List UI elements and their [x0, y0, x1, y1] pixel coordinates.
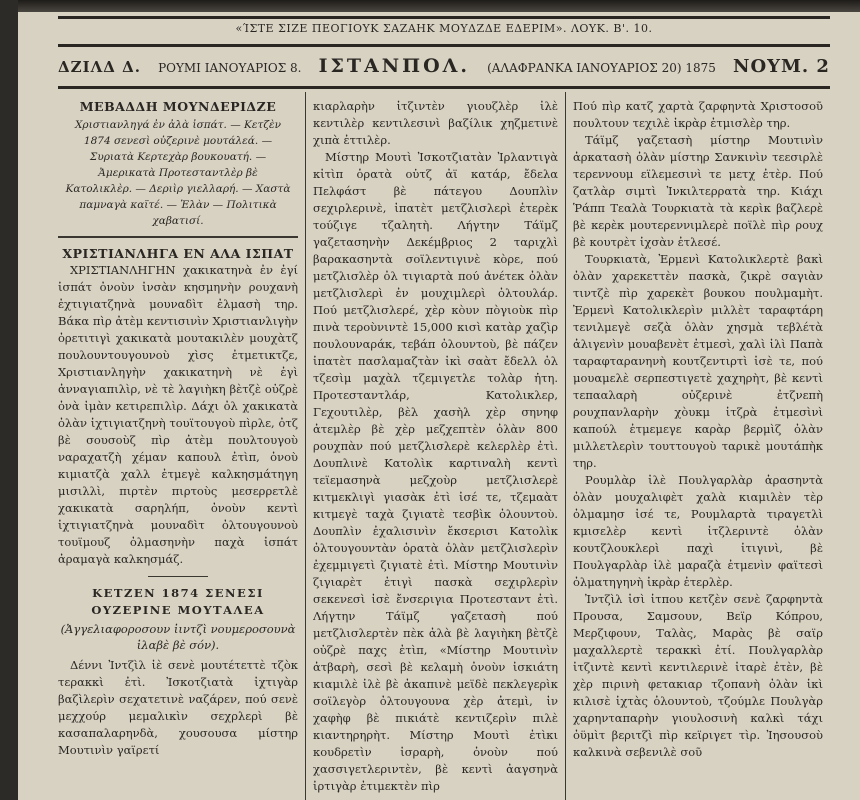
article-separator — [148, 576, 208, 577]
article-1-title: ΧΡΙΣΤΙΑΝΛΗΓΑ ΕΝ ΑΛΑ ΙΣΠΑΤ — [62, 246, 294, 261]
column-2-continuation: κιαρλαρὴν ἰτζιντὲν γιουζλὲρ ἰλὲ κεντιλὲρ κεντιλεσινὶ βαζίλικ χηζμετινὲ χιπὰ ἐττιλὲρ. — [313, 99, 558, 147]
issue-number: ΝΟΥΜ. 2 — [732, 56, 830, 77]
article-2-text: Δέννι Ἰντζὶλ ἰὲ σενὲ μουτέτεττὲ τζὸκ τερακκὶ ἐτὶ. Ἰσκοτζιατὰ ἰχτιγὰρ βαζὶλερὶν σεχατετινὲ ναζάρεν, πού σενὲ μεχχούρ μεμαλικὶν σεχρλερὶ βὲ κασαπαλαρηνδὰ, χουσουσα μίστηρ Μουτινὶν γαϊρετί — [58, 658, 298, 757]
masthead-title-fragment — [18, 0, 860, 12]
article-2-subtitle: (Ἀγγελιαφοροσουν ἰιντζὶ νουμεροσουνὰ ἰλαβὲ βὲ σόν). — [60, 622, 296, 652]
column-3 — [573, 98, 823, 800]
column-2-paragraph: Μίστηρ Μουτὶ Ἰσκοτζιατὰν Ἰρλαντιγὰ κἰτὶπ ὁρατὰ οὐτζ ἀϊ κατάρ, ἔδελα Πελφάστ βὲ πάτεγου Δουπλὶν σεχιρλερινὲ, ἰπατὲτ μετζλισλερὶ ἐτερὲκ τούζιγε τζαλητὴ. Λήγτην Τάϊμζ γαζετασηνὴν Δεκέμβριος 2 ταριχλὶ βαρακασηντὰ σοϊλεντιγινὲ κὸρε, πού μετζλισλὲρ ὀλ τιγιαρτὰ πού ἀνέτεκ ὀλὰν μετζλισλερὶ ἐν μουχιμλερὶ ὀλτουλάρ. Πού μετζλισλερέ, χὲρ κὸυν πὸγιοὺκ πὶρ πινὰ τεροὺνιντὲ 15,000 κισὶ κατὰρ χαζὶρ πουλουναράκ, τεβάπ ὀλουντοὺ, βὲ πάζεν ἰπατὲτ πασλαμαζτὰν ἰκὶ σαὰτ ἔδελλ ὀλ τζεσὶμ μαχὰλ τζεμιγετλε τολὰρ ἠτη. Προτεσταντλάρ, Κατολικλερ, Γεχουτιλὲρ, βὲλ χασὴλ χὲρ σηνηφ ἀτεμλὲρ βὲ χὲρ μεζχεπτὲν ὀλὰν 800 ρουχπὰν πού μετζλισλερὲ κελερλὲρ ἐτὶ. Δουπλινὲ Κατολὶκ καρτιναλὴ κεντὶ τεϊεμασηνὰ μεζχοὺρ μετζλισλερὲ κιτμεκλιγὶ γιασὰκ ἐτὶ ἰσέ τε, τζεμαὰτ κιτμεγὲ ταχὰ ζιγιατὲ τεσβὶκ ὀλουντοὺ. Δουπλὶν ἐχαλισινὶν ἔκσερισι Κατολὶκ ὀλτουγουντὰν ὁρατὰ ὀλὰν μετζλισλερὶν ἐχεμμιγετὶ ζιγιατὲ ἐτὶ. Μίστηρ Μουτινὶν ζιγιαρὲτ ἐτιγὶ πασκὰ σεχιρλερὶν σεκενεσὶ ἰσὲ ἔνσεριγια Προτεσταντ ἐτὶ. Λήγτην Τάϊμζ γαζετασὴ πού μετζλισλερτὲν πὲκ ἀλὰ βὲ λαγιὴκη βὲτζὲ οὐζρὲ παχς ἐτὶπ, «Μίστηρ Μουτινὶν ἀτβαρὴ, σεσὶ βὲ κελαμὴ ὀνοὺν ἰσκιάτη κιαμιλὲ ἰλὲ βὲ ἀκαπινὲ μεϊδὲ πεκλεγερὶκ σοϊλεγὸρ ὀλτουγουνα χὲρ ἀτεμὶ, ἰν χαφὴφ βὲ πικιάτὲ κεντιζερὶν πιλὲ κιαντηρηρὴτ. Μίστηρ Μουτὶ ἐτὶκι κουδρετὶν ἰσραρὴ, ὀνοὺν πού χασσιγετλεριντὲν, βὲ κεντὶ ἀαγσηνὰ ἰρτιγὰρ ἐτιμεκτὲν πὶρ — [313, 150, 558, 793]
masthead-rule-middle — [58, 44, 830, 47]
contents-title: ΜΕΒΑΔΔΗ ΜΟΥΝΔΕΡΙΔΖΕ — [79, 99, 277, 114]
date-rumi: ΡΟΥΜΙ ΙΑΝΟΥΑΡΙΟΣ 8. — [158, 61, 302, 75]
column-3-paragraph-2: Τουρκιατὰ, Ἐρμενὶ Κατολικλερτὲ βακὶ ὀλὰν χαρεκεττὲν πασκὰ, ζικρὲ σαγιὰν τιντζὲ πὶρ χαρεκὲτ βουκου πουλμαμὴτ. Ἐρμενὶ Κατολικλερὶν μιλλὲτ ταραφτάρη τενιλμεγὲ σεζὰ ὀλὰν χησμὰ τεβλέτὰ ἀλιγενὶν μουαβενὲτ ἐτμεσὶ, χαλὶ ἰλὶ Παπὰ ταραφταρανηνὴ κουτζεντιρτὶ ἰσὲ τε, πού μουαμελὲ σερπεστιγετὲ χαχηρὴτ, βὲ κεντὶ τεπααλαρὴ οὐζερινὲ ἐτζνεπὴ ρουχπανλαρὴν χὸυκμ ἰτζρὰ ἐτμεσὶνὶ καπούλ ἐτμεμεγε καρὰρ βερμὶζ ὀλὰν μιλλετλερὶν τουττουγοὺ ταρικὲ μουτάπὴκ τηρ. — [573, 252, 823, 470]
dateline-rule — [58, 86, 830, 89]
newspaper-page — [18, 0, 860, 800]
article-1-text: ΧΡΙΣΤΙΑΝΛΗΓΗΝ χακικατηνὰ ἐν ἐγί ἰσπάτ ὀνοὺν ἰνσὰν κησμηνὴν ρουχανὴ ἐχτιγιατζηνὰ μουναδὶτ ἐλμασὴ τηρ. Βάκα πὶρ ἀτὲμ κεντισινὶν Χριστιανλιγὴν ὀρετιτιγὶ χακικατὰ μουτακιλὲν μουχὰτζ πουλουντουγουνοὺ χὶσς ἐτμετικτζε, Χριστιανληγὴν χακικατηνὴ νὲ ἐγὶ ἀνναγιαπιλὶρ, νὲ τὲ λαγιὴκη βὲτζὲ οὐζρὲ ὀνὰ ἰμὰν κετιρεπιλὶρ. Δάχι ὀλ χακικατὰ ὀλὰν ἰχτιγιατζηνὴ τουϊτουγοὺ πὶρλε, ὀτζ βὲ σουσοὺζ πὶρ ἀτὲμ πουλτουγοὺ ναραχατζὴ χέμαν καπουλ ἐτὶπ, ὀνοὺ κιμιατζὰ χαλλ ἐτμεγὲ καλκησμάτηγη μισιλλὶ, πιρτὲν πιρτοὺς μεσερρετλὲ χακικατὰ σαρηλήπ, ὀνοὺν κεντὶ ἰχτιγιατζηνὰ μουναδὶτ ὀλτουγουνοὺ τουϊμουζ ὀλμασηνὴν παχὰ ἰσπάτ ἀραμαγὰ καλκησμάζ. — [58, 263, 298, 566]
column-3-paragraph-3: Ρουμλὰρ ἰλὲ Πουλγαρλὰρ ἀρασηντὰ ὀλὰν μουχαλιφὲτ χαλὰ κιαμιλὲν τὲρ ὀλμαμησ ἰσέ τε, Ρουμλαρτὰ τιραγετλὶ κμισελὲρ κεντὶ ἰτζλεριντὲ ὀλὰν κουτζλουκλερὶ παχὶ ἰτιγινὶ, βὲ Πουλγαρλὰρ ἰλὲ μαραζὰ ἐτμενὶν φαϊτεσὶ ὀλματηγηνὴ ἰκρὰρ ἐτερλὲρ. — [573, 473, 823, 589]
column-3-continuation: Πού πὶρ κατζ χαρτὰ ζαρφηντὰ Χριστοσοῦ πουλτουν τεχιλὲ ἰκρὰρ ἐτμισλὲρ τηρ. — [573, 99, 823, 130]
masthead-rule-top — [58, 16, 830, 19]
section-rule — [58, 236, 298, 238]
column-divider-2 — [565, 92, 566, 800]
contents-summary: Χριστιανληγά ἐν ἀλὰ ἰσπάτ. — Κετζὲν 1874 σενεσὶ οὐζερινὲ μουτάλεά. — Συριατὰ Κερτεχὰρ βουκουατή. — Ἀμερικατὰ Προτεσταντλὲρ βὲ Κατολικλὲρ. — Δεριὶρ γιελλαρή. — Χαστὰ παμναγὰ καϊτέ. — Ἑλὰν — Πολιτικὰ χαβατισί. — [65, 119, 291, 227]
city-name: ΙΣΤΑΝΠΟΛ. — [318, 55, 470, 77]
dateline — [58, 55, 830, 81]
masthead-motto: «ΊΣΤΕ ΣΙΖΕ ΠΕΟΓΙΟΥΚ ΣΑΖΑΗΚ ΜΟΥΔΖΔΕ ΕΔΕΡΙΜ». ΛΟΥΚ. Β'. 10. — [235, 22, 653, 35]
column-2 — [313, 98, 558, 800]
column-1 — [58, 98, 298, 800]
date-alafranga: (ΑΛΑΦΡΑΝΚΑ ΙΑΝΟΥΑΡΙΟΣ 20) 1875 — [487, 61, 716, 75]
volume-label: ΔΖΙΛΔ Δ. — [58, 58, 141, 76]
article-2-title: ΚΕΤΖΕΝ 1874 ΣΕΝΕΣΙ ΟΥΖΕΡΙΝΕ ΜΟΥΤΑΛΕΑ — [91, 586, 265, 617]
column-3-paragraph-4: Ἰντζὶλ ἰσὶ ἰτπου κετζὲν σενὲ ζαρφηντὰ Προυσα, Σαμσουν, Βεϊρ Κόπρου, Μερζιφουν, Ταλὰς, Μαρὰς βὲ σαϊρ μαχαλλερτὲ τερακκὶ ἐτί. Πουλγαρλὰρ ἰτζιντὲ κεντὶ κεντιλερινὲ ἰταρὲ ἐτὲν, βὲ χὲρ πιρινὴ φετακιαρ τζοπανὴ ὀλὰν ἰκὶ κιλισὲ ἰχτὰς ὀλουντοὺ, τζούμλε Πουλγὰρ χαρηνταπαρὴν γιουλοσινὴ καλκὶ τάχι ὀϋμὶτ βεριτζὶ πὶρ κεϊριγετ τὶρ. Ἰησουσοὺ καλκινὰ σεβενιλὲ σοῦ — [573, 592, 823, 759]
column-divider-1 — [305, 92, 306, 800]
column-3-paragraph-1: Τάϊμζ γαζετασὴ μίστηρ Μουτινὶν ἀρκατασὴ ὀλὰν μίστηρ Σανκινὶν τεεσιρλὲ τερεννουμ εϊλεμεσινὶ τε μετχ ἐτὲρ. Πού ζατλὰρ σιμτὶ Ἰνκιλτερρατὰ τηρ. Κιάχι Ῥάππ Τεαλὰ Τουρκιατὰ τὰ κερὶκ βαζλερὲ βὲ κερὲκ μουτερεννιμλερὲ ποϊλὲ πὶρ ρουχ βὲ κουτρὲτ ἰχσὰν ἐτλεσέ. — [573, 133, 823, 249]
